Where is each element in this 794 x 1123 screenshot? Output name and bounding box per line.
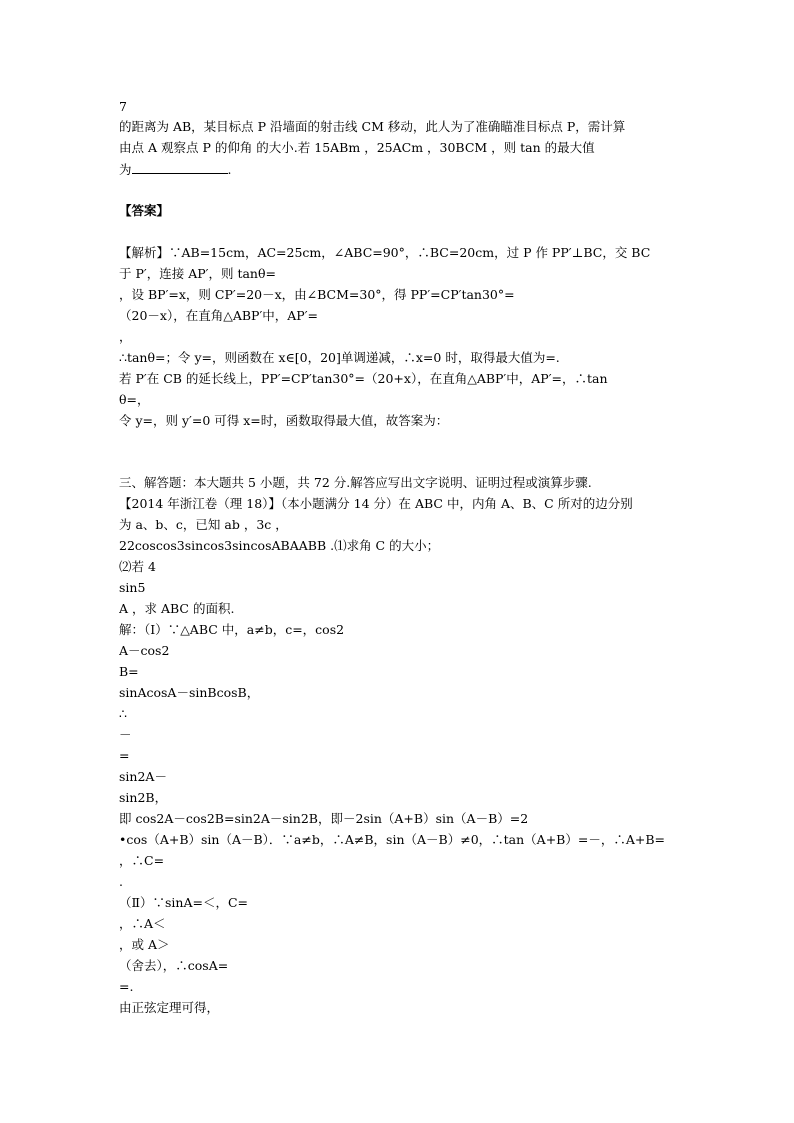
answer-heading: 【答案】 [119, 203, 170, 218]
problem-line-2: 为 a、b、c，已知 ab ，3c ， [119, 517, 288, 532]
text-line-2: 的距离为 AB，某目标点 P 沿墙面的射击线 CM 移动，此人为了准确瞄准目标点 P，需计算 [119, 119, 626, 134]
problem-line-4: ⑵若 4 [119, 559, 156, 574]
answer-blank [132, 159, 228, 174]
problem-line-5: sin5 [119, 580, 146, 595]
text-line-13: θ=， [119, 392, 150, 407]
problem-line-6: A ，求 ABC 的面积. [119, 601, 235, 616]
text-line-10: ， [119, 329, 132, 344]
solution-line-16: ，或 A＞ [119, 937, 170, 952]
text-line-12: 若 P′在 CB 的延长线上，PP′=CP′tan30°=（20+x），在直角△ABP′中，AP′=，∴tan [119, 371, 608, 386]
solution-line-11: •cos（A+B）sin（A－B）．∵a≠b，∴A≠B，sin（A－B）≠0，∴tan（A+B）=－，∴A+B= [119, 832, 665, 847]
solution-line-19: 由正弦定理可得， [119, 1000, 220, 1015]
text-line-3: 由点 A 观察点 P 的仰角 的大小.若 15ABm ，25ACm ，30BCM ，则 tan 的最大值 [119, 140, 595, 155]
solution-line-15: ，∴A＜ [119, 916, 166, 931]
solution-line-9: sin2B， [119, 790, 168, 805]
solution-line-7: = [119, 748, 130, 763]
problem-line-1: 【2014 年浙江卷（理 18）】（本小题满分 14 分）在 ABC 中，内角 A、B、C 所对的边分别 [119, 496, 633, 511]
problem-line-3: 22coscos3sincos3sincosABAABB .⑴求角 C 的大小； [119, 538, 440, 553]
solution-line-5: ∴ [119, 706, 127, 721]
text-line-11: ∴tanθ=；令 y=，则函数在 x∈[0，20]单调递减，∴x=0 时，取得最大值为=. [119, 350, 560, 365]
text-line-4 [119, 159, 694, 179]
solution-line-12: ，∴C= [119, 853, 165, 868]
solution-line-1: 解：（Ⅰ）∵△ABC 中，a≠b，c=，cos2 [119, 622, 345, 637]
text-line-14: 令 y=，则 y′=0 可得 x=时，函数取得最大值，故答案为： [119, 413, 449, 428]
text-line-8: ，设 BP′=x，则 CP′=20－x，由∠BCM=30°，得 PP′=CP′tan30°= [119, 287, 515, 302]
text-line-1: 7 [119, 99, 127, 114]
solution-line-6: － [119, 727, 132, 742]
solution-line-13: . [119, 874, 123, 889]
text-line-6: 【解析】∵AB=15cm，AC=25cm，∠ABC=90°，∴BC=20cm，过 P 作 PP′⊥BC，交 BC [119, 245, 651, 260]
solution-line-8: sin2A－ [119, 769, 167, 784]
text-line-4-lead: 为 [119, 162, 132, 177]
solution-line-18: =. [119, 979, 134, 994]
text-line-4-tail: . [227, 162, 232, 177]
solution-line-2: A－cos2 [119, 643, 170, 658]
solution-line-14: （Ⅱ）∵sinA=＜，C= [119, 895, 248, 910]
section-heading: 三、解答题：本大题共 5 小题，共 72 分.解答应写出文字说明、证明过程或演算步骤. [119, 475, 592, 490]
text-line-9: （20－x），在直角△ABP′中，AP′= [119, 308, 319, 323]
solution-line-17: （舍去），∴cosA= [119, 958, 229, 973]
solution-line-4: sinAcosA－sinBcosB， [119, 685, 260, 700]
solution-line-10: 即 cos2A－cos2B=sin2A－sin2B，即－2sin（A+B）sin（A－B）=2 [119, 811, 529, 826]
text-line-7: 于 P′，连接 AP′，则 tanθ= [119, 266, 276, 281]
solution-line-3: B= [119, 664, 139, 679]
